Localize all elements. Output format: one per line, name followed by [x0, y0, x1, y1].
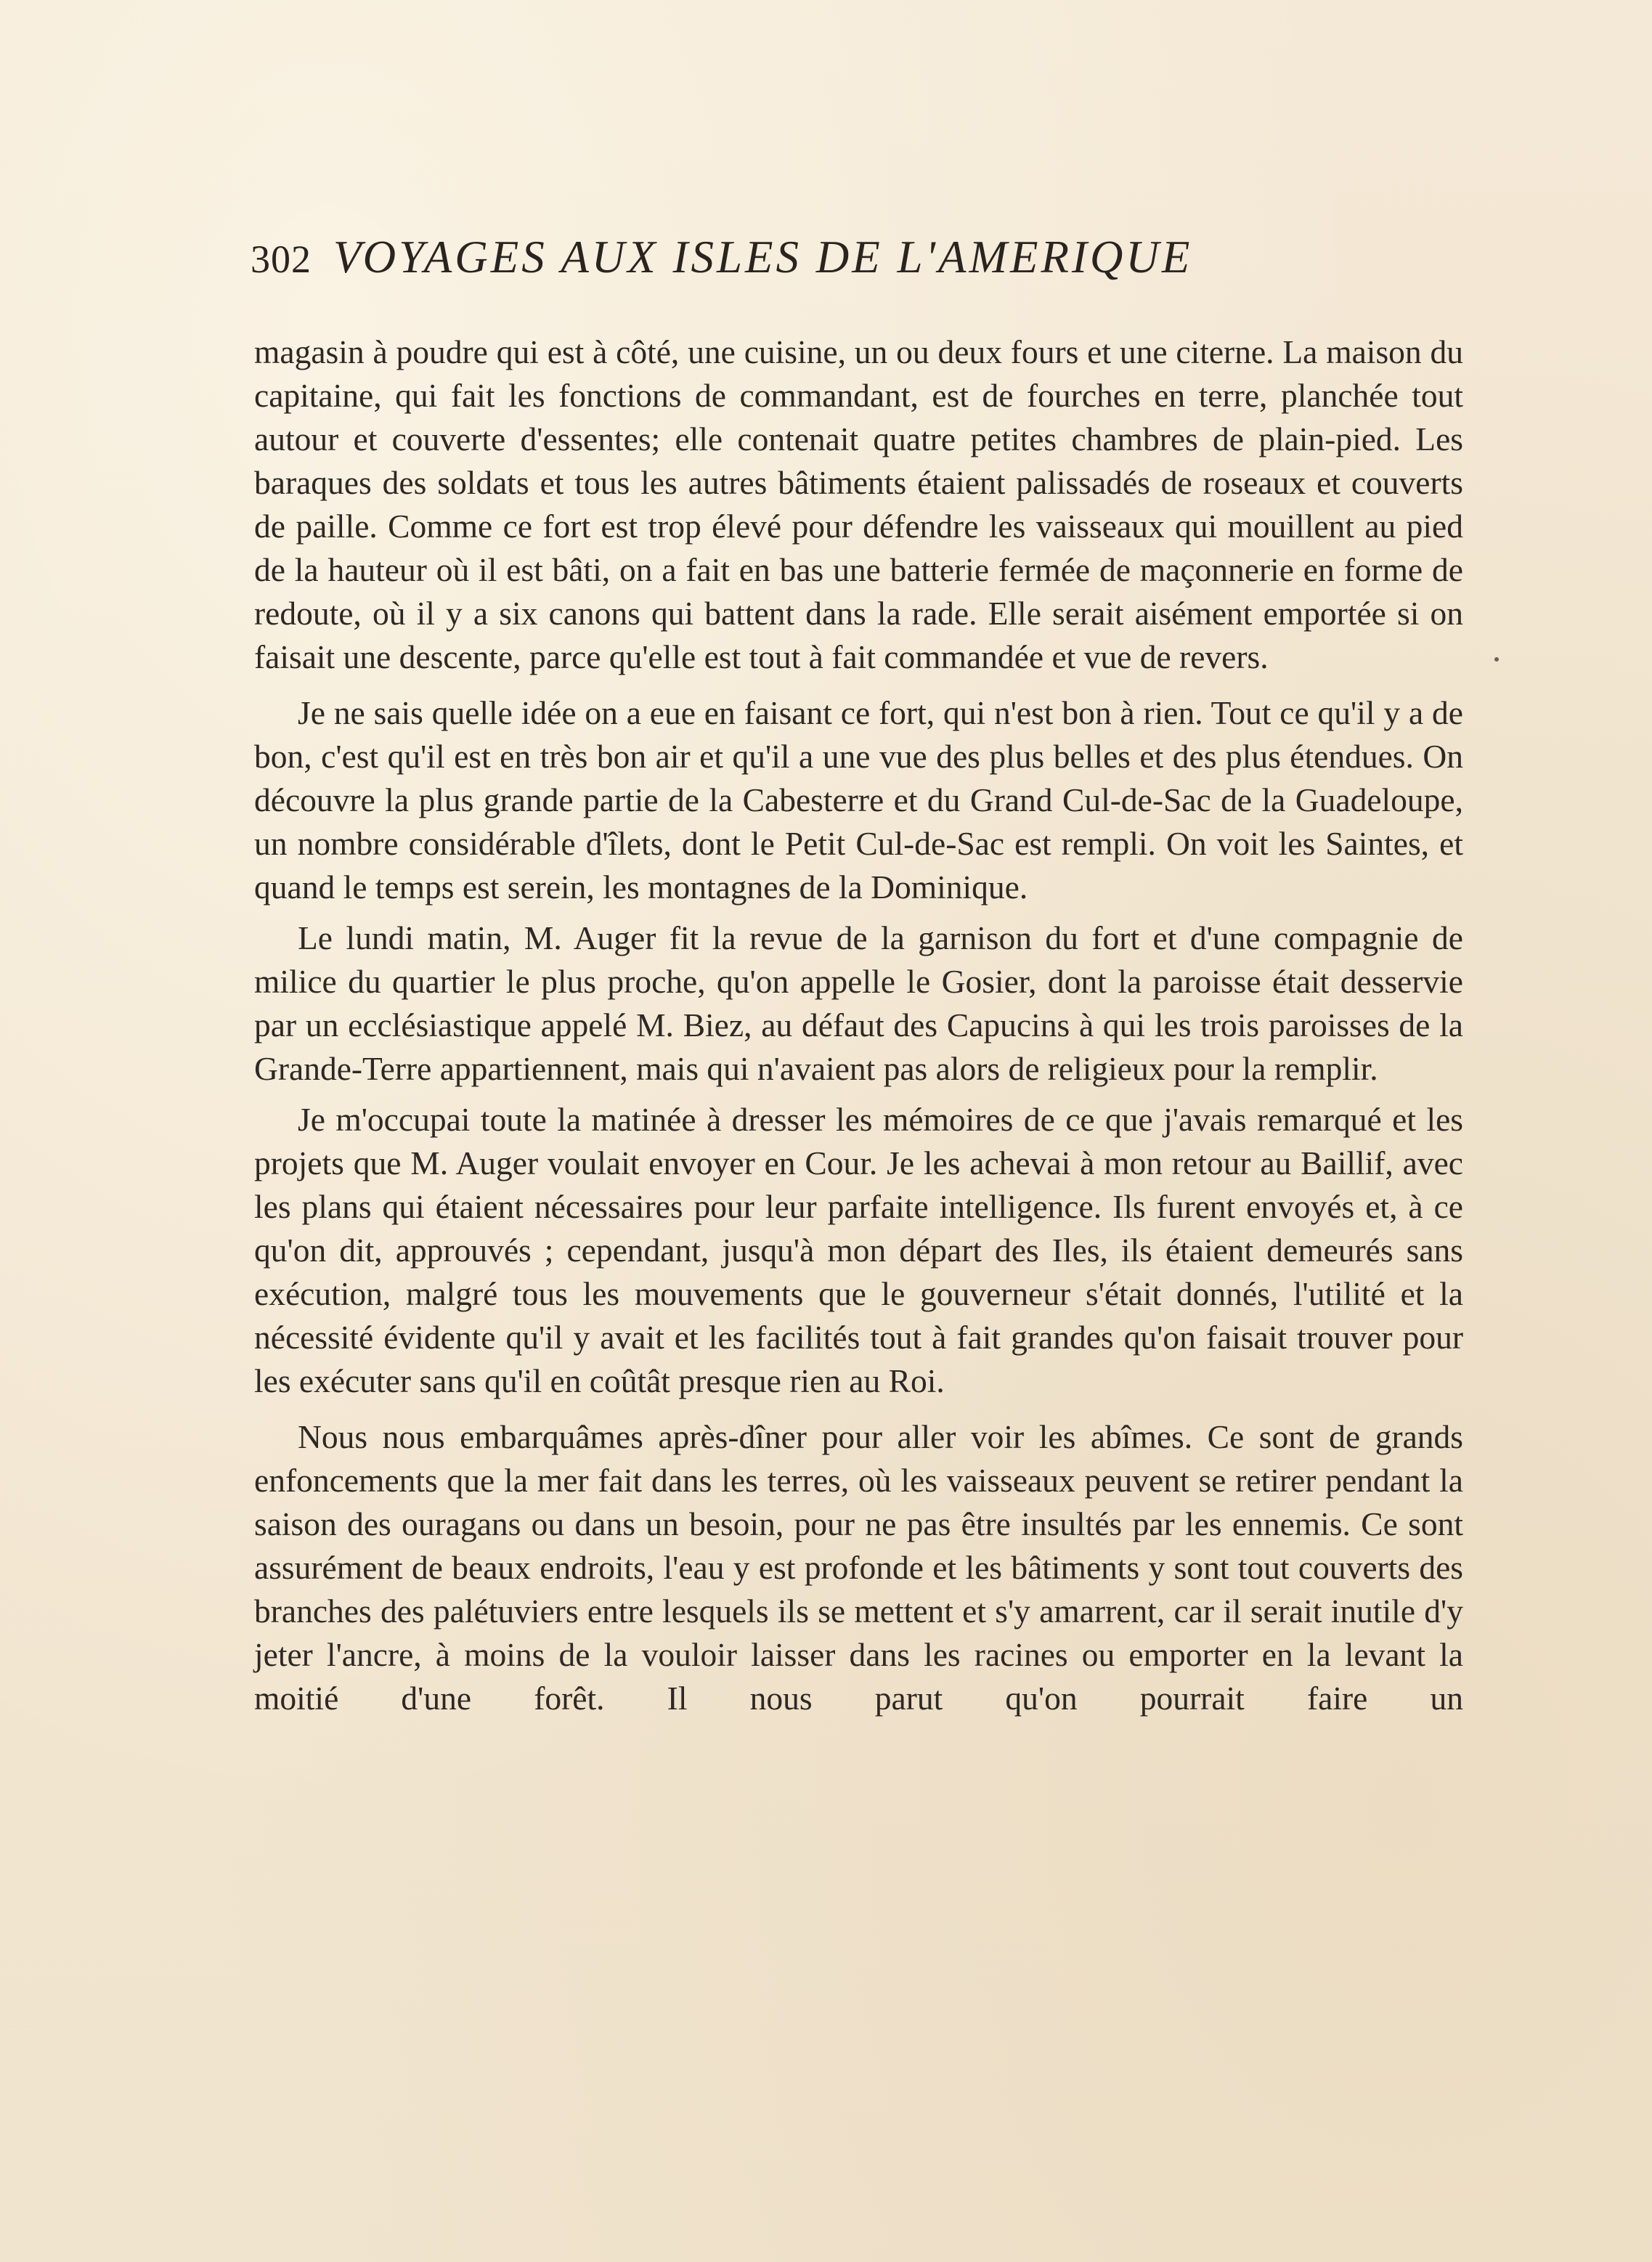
paragraph-4: Je m'occupai toute la matinée à dresser les mémoires de ce que j'avais remarqué et les projets que M. Auger voulait envoyer en Cour. Je les achevai à mon retour au Baillif, avec les plans qui étaient nécessaires pour leur parfaite intelligence. Ils furent envoyés et, à ce qu'on dit, approuvés ; cependant, jusqu'à mon départ des Iles, ils étaient demeurés sans exécution, malgré tous les mouvements que le gouverneur s'était donnés, l'utilité et la nécessité évidente qu'il y avait et les facilités tout à fait grandes qu'on faisait trouver pour les exécuter sans qu'il en coûtât presque rien au Roi. [254, 1101, 1463, 1399]
running-title: VOYAGES AUX ISLES DE L'AMERIQUE [333, 232, 1193, 282]
ink-speck [1494, 657, 1499, 662]
paragraph-1: magasin à poudre qui est à côté, une cuisine, un ou deux fours et une citerne. La maison du capitaine, qui fait les fonctions de commandant, est de fourches en terre, planchée tout autour et couverte d'essentes; elle contenait quatre petites chambres de plain-pied. Les baraques des soldats et tous les autres bâtiments étaient palissadés de roseaux et couverts de paille. Comme ce fort est trop élevé pour défendre les vaisseaux qui mouillent au pied de la hauteur où il est bâti, on a fait en bas une batterie fermée de maçonnerie en forme de redoute, où il y a six canons qui battent dans la rade. Elle serait aisément emportée si on faisait une descente, parce qu'elle est tout à fait commandée et vue de revers. [254, 333, 1463, 675]
body-text [254, 330, 1463, 1720]
paragraph-2: Je ne sais quelle idée on a eue en faisant ce fort, qui n'est bon à rien. Tout ce qu'il y a de bon, c'est qu'il est en très bon air et qu'il a une vue des plus belles et des plus étendues. On découvre la plus grande partie de la Cabesterre et du Grand Cul-de-Sac de la Guadeloupe, un nombre considérable d'îlets, dont le Petit Cul-de-Sac est rempli. On voit les Saintes, et quand le temps est serein, les montagnes de la Dominique. [254, 694, 1463, 906]
page-header [251, 231, 1478, 304]
paragraph-3: Le lundi matin, M. Auger fit la revue de la garnison du fort et d'une compagnie de milice du quartier le plus proche, qu'on appelle le Gosier, dont la paroisse était desservie par un ecclésiastique appelé M. Biez, au défaut des Capucins à qui les trois paroisses de la Grande-Terre appartiennent, mais qui n'avaient pas alors de religieux pour la remplir. [254, 919, 1463, 1087]
paragraph-5: Nous nous embarquâmes après-dîner pour aller voir les abîmes. Ce sont de grands enfoncements que la mer fait dans les terres, où les vaisseaux peuvent se retirer pendant la saison des ouragans ou dans un besoin, pour ne pas être insultés par les ennemis. Ce sont assurément de beaux endroits, l'eau y est profonde et les bâtiments y sont tout couverts des branches des palétuviers entre lesquels ils se mettent et s'y amarrent, car il serait inutile d'y jeter l'ancre, à moins de la vouloir laisser dans les racines ou emporter en la levant la moitié d'une forêt. Il nous parut qu'on pourrait faire un [254, 1418, 1463, 1717]
page-number: 302 [251, 237, 312, 281]
